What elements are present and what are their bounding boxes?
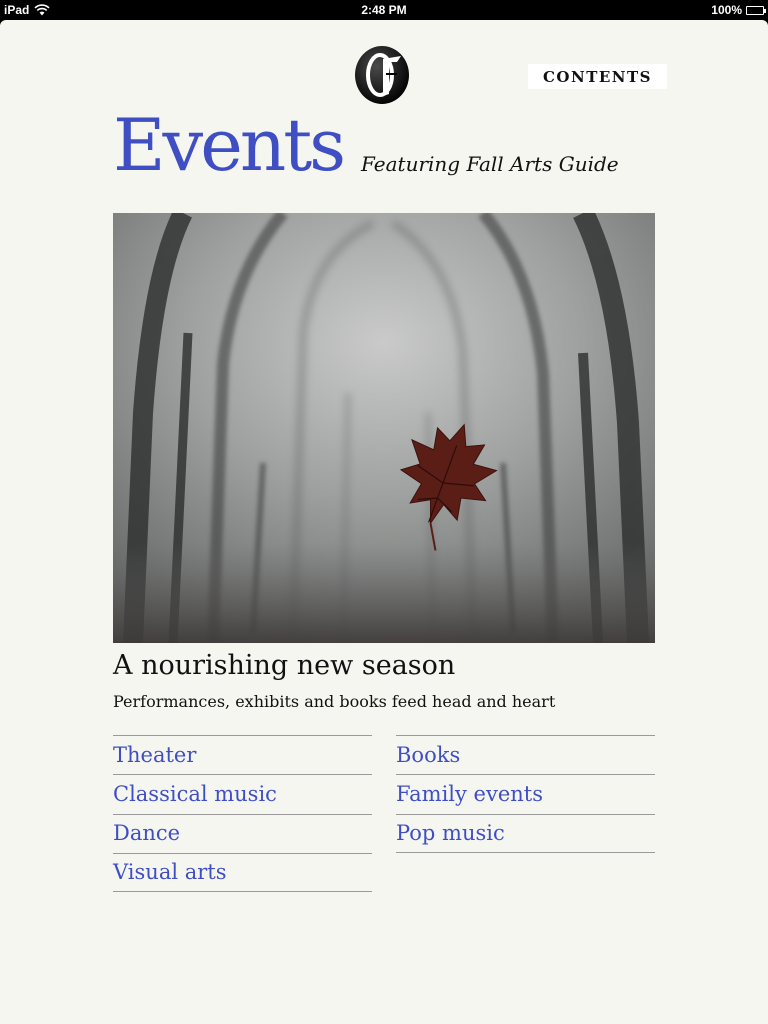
status-right <box>711 3 764 17</box>
section-link-theater[interactable]: Theater <box>113 735 372 774</box>
section-link-pop-music[interactable]: Pop music <box>396 814 655 853</box>
battery-icon <box>746 6 764 15</box>
battery-percent: 100% <box>711 3 742 17</box>
status-bar <box>0 0 768 20</box>
article-deck: Performances, exhibits and books feed head and heart <box>113 692 556 711</box>
section-list-right <box>396 735 655 853</box>
page-title: Events <box>113 103 344 187</box>
page-subtitle: Featuring Fall Arts Guide <box>361 152 619 176</box>
section-link-visual-arts[interactable]: Visual arts <box>113 853 372 892</box>
page <box>0 20 768 1024</box>
device-label: iPad <box>4 3 30 17</box>
contents-button[interactable]: CONTENTS <box>528 64 667 89</box>
status-time: 2:48 PM <box>361 3 407 17</box>
section-link-books[interactable]: Books <box>396 735 655 774</box>
section-link-classical-music[interactable]: Classical music <box>113 774 372 813</box>
section-list-left <box>113 735 372 892</box>
newspaper-logo-icon <box>355 44 411 106</box>
article-headline[interactable]: A nourishing new season <box>113 650 456 681</box>
hero-image[interactable] <box>113 213 655 643</box>
section-link-family-events[interactable]: Family events <box>396 774 655 813</box>
autumn-leaf-in-fog-image <box>113 213 655 643</box>
section-link-dance[interactable]: Dance <box>113 814 372 853</box>
